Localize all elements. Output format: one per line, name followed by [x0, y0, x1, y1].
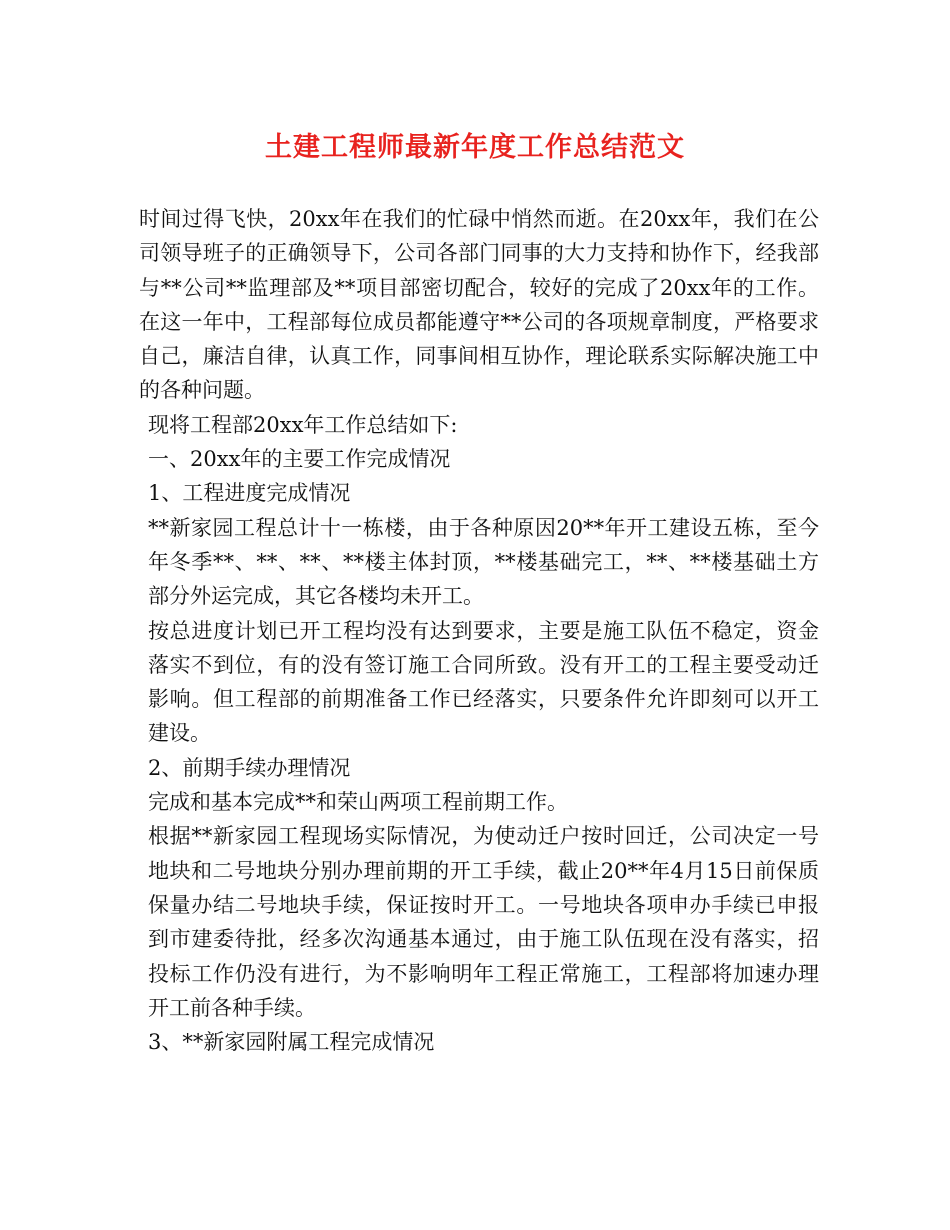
- subsection-heading-3: 3、**新家园附属工程完成情况: [148, 1030, 435, 1055]
- paragraph-procedures: 根据**新家园工程现场实际情况，为使动迁户按时回迁，公司决定一号地块和二号地块分别办理前期的开工手续，截止20**年4月15日前保质保量办结二号地块手续，保证按时开工。一号地块各项申办手续已申报到市建委待批，经多次沟通基本通过，由于施工队伍现在没有落实，招投标工作仍没有进行，为不影响明年工程正常施工，工程部将加速办理开工前各种手续。: [148, 824, 819, 1020]
- paragraph-progress-analysis: 按总进度计划已开工程均没有达到要求，主要是施工队伍不稳定，资金落实不到位，有的没有签订施工合同所致。没有开工的工程主要受动迁影响。但工程部的前期准备工作已经落实，只要条件允许即刻可以开工建设。: [148, 618, 819, 746]
- paragraph-preliminary-work: 完成和基本完成**和荣山两项工程前期工作。: [148, 790, 568, 815]
- paragraph-progress: **新家园工程总计十一栋楼，由于各种原因20**年开工建设五栋，至今年冬季**、**、**、**楼主体封顶，**楼基础完工，**、**楼基础土方部分外运完成，其它各楼均未开工。: [148, 515, 819, 609]
- paragraph-intro: 时间过得飞快，20xx年在我们的忙碌中悄然而逝。在20xx年，我们在公司领导班子的正确领导下，公司各部门同事的大力支持和协作下，经我部与**公司**监理部及**项目部密切配合，较好的完成了20xx年的工作。在这一年中，工程部每位成员都能遵守**公司的各项规章制度，严格要求自己，廉洁自律，认真工作，同事间相互协作，理论联系实际解决施工中的各种问题。: [139, 207, 819, 403]
- section-heading-1: 一、20xx年的主要工作完成情况: [148, 447, 451, 472]
- paragraph-summary-lead: 现将工程部20xx年工作总结如下:: [148, 412, 458, 437]
- document-title: 土建工程师最新年度工作总结范文: [265, 132, 685, 163]
- subsection-heading-2: 2、前期手续办理情况: [148, 755, 351, 780]
- subsection-heading-1: 1、工程进度完成情况: [148, 481, 351, 506]
- document-body: [139, 202, 819, 1059]
